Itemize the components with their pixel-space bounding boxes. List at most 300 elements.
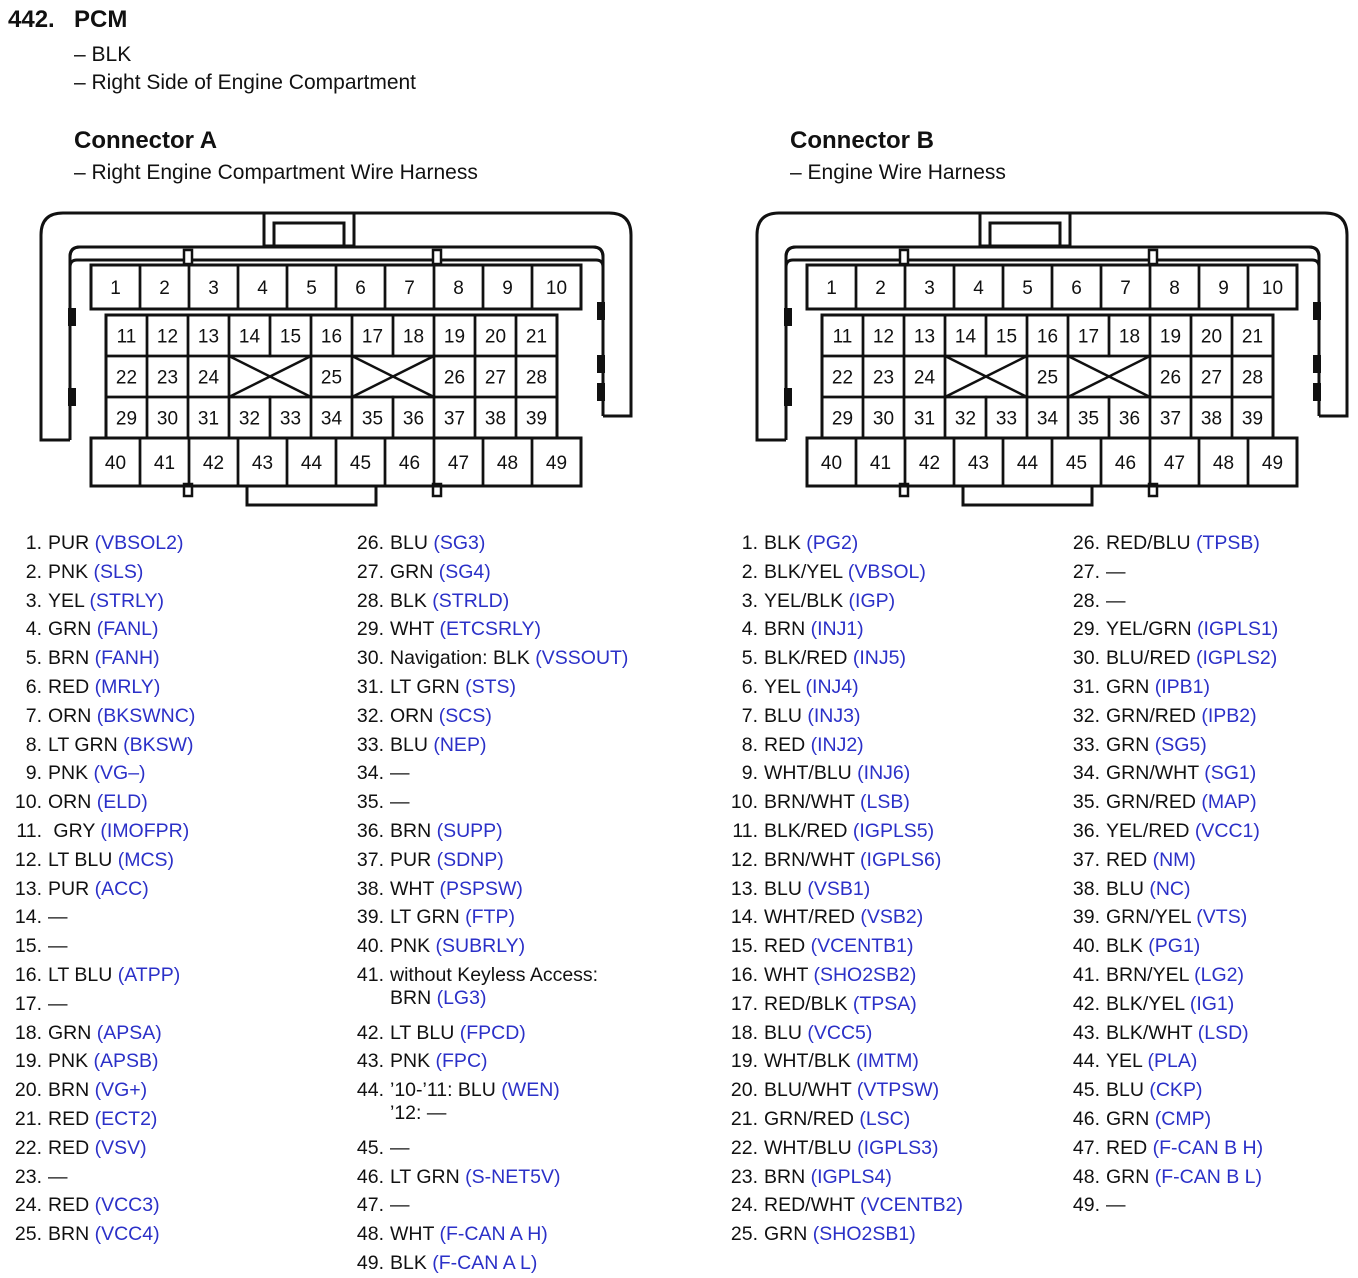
wire-color: GRN/RED [1106,704,1196,727]
wire-color: ’10-’11: BLU [390,1079,496,1102]
signal-name: (SG3) [427,532,486,554]
pin-number-label: 5 [306,278,317,299]
wire-color: ’12: — [390,1101,447,1124]
signal-name: (VTPSW) [851,1079,940,1102]
pin-number-label: 22 [831,367,854,389]
wire-color: WHT [764,963,809,986]
pin-entry [350,673,628,702]
wire-color: BLU [390,733,428,756]
pin-number-label: 24 [197,367,220,389]
wire-color: BRN [48,1079,90,1102]
connector-side-tab [68,388,76,406]
pin-entry [8,846,195,875]
pin-number-label: 42 [918,453,941,474]
wire-color: PNK [48,560,89,583]
wire-color: BRN [390,986,432,1009]
pin-number: 34. [1072,762,1100,785]
pin-entry [8,1047,195,1076]
pin-entry [724,875,963,904]
wire-color: PNK [48,1050,89,1073]
pin-number-label: 15 [279,326,302,348]
pin-number: 1. [741,532,758,554]
signal-name: (SLS) [88,560,144,583]
pin-number: 32. [1072,704,1100,727]
pin-number: 46. [356,1165,384,1188]
pin-number-label: 30 [156,408,179,430]
pin-number: 3. [741,589,758,612]
pin-number-label: 13 [913,326,936,348]
signal-name: (VSSOUT) [529,647,629,670]
signal-name: (F-CAN B H) [1147,1136,1264,1159]
pin-number: 38. [356,877,384,900]
pin-number: 12. [14,848,42,871]
pin-entry [8,615,195,644]
wire-color: — [48,906,68,929]
pin-entry [724,529,963,558]
pin-number-label: 49 [1261,453,1284,474]
pin-number-label: 26 [1159,367,1182,389]
pin-entry [724,731,963,760]
connector-a-pinlist-1-25 [8,529,195,1249]
pin-number-label: 44 [300,453,323,474]
signal-name: (VG–) [88,762,146,785]
signal-name: (IMTM) [850,1050,919,1073]
connector-latch-slot [274,223,344,246]
connector-peg [900,250,908,264]
pin-number: 27. [1072,560,1100,583]
pin-number: 4. [741,618,758,641]
pin-number: 49. [356,1251,384,1274]
pin-number: 37. [1072,848,1100,871]
pin-entry [350,1249,628,1278]
wire-color: RED [48,1194,90,1217]
signal-name: (SHO2SB2) [808,963,917,986]
pin-entry [724,644,963,673]
wire-color: BRN/WHT [764,791,855,814]
pin-number-label: 16 [320,326,343,348]
pin-number-label: 11 [832,326,853,348]
pin-entry [350,529,628,558]
pin-number: 11. [16,819,42,842]
pin-number-label: 12 [872,326,895,348]
pin-number: 31. [356,675,384,698]
pin-number: 37. [356,848,384,871]
pin-entry [1066,529,1278,558]
connector-side-tab [1313,302,1321,320]
pin-number-label: 2 [159,278,170,299]
signal-name: (VCC5) [801,1021,873,1044]
wire-color: GRN [1106,675,1150,698]
signal-name: (VCENTB2) [854,1194,963,1217]
pin-number: 27. [356,560,384,583]
pin-entry [1066,644,1278,673]
pin-entry [350,1163,628,1192]
pin-entry [8,1191,195,1220]
wire-color: WHT [390,618,435,641]
wire-color: WHT [390,877,435,900]
signal-name: (VSB2) [855,906,924,929]
pin-entry [350,1220,628,1249]
pin-number: 6. [741,675,758,698]
pin-number: 13. [730,877,758,900]
pin-entry [350,961,628,1019]
pin-entry [1066,702,1278,731]
signal-name: (PSPSW) [434,877,523,900]
pin-entry [1066,1019,1278,1048]
signal-name: (SDNP) [431,848,504,871]
pin-number: 11. [732,819,758,842]
signal-name: (APSB) [88,1050,159,1073]
pin-number: 6. [25,675,42,698]
pin-entry [724,961,963,990]
pin-entry [1066,759,1278,788]
pin-number: 35. [1072,791,1100,814]
signal-name: (VCC4) [89,1223,160,1246]
pin-entry [724,1134,963,1163]
pin-number-label: 7 [1120,278,1131,299]
signal-name: (LG2) [1188,963,1244,986]
pin-number-label: 14 [238,326,261,348]
wire-color: LT BLU [390,1021,455,1044]
signal-name: (SHO2SB1) [807,1223,916,1246]
connector-latch-slot [990,223,1060,246]
pin-entry [350,1076,628,1134]
pin-number-label: 13 [197,326,220,348]
wire-color: RED [764,733,806,756]
pin-entry [724,615,963,644]
connector-peg [433,250,441,264]
pin-number: 17. [14,992,42,1015]
pin-number: 26. [356,532,384,554]
wire-color: BLU [1106,1079,1144,1102]
pin-entry [350,615,628,644]
pin-number-label: 11 [116,326,137,348]
pin-entry [8,1105,195,1134]
pin-number: 44. [1072,1050,1100,1073]
signal-name: (NM) [1147,848,1196,871]
pin-number-label: 10 [1261,278,1284,299]
pin-number: 49. [1072,1194,1100,1217]
signal-name: (SCS) [433,704,492,727]
pin-entry [8,529,195,558]
pin-number-label: 48 [496,453,519,474]
pin-number-label: 8 [1169,278,1180,299]
signal-name: (STRLD) [426,589,510,612]
pin-entry [1066,558,1278,587]
wire-color: RED/WHT [764,1194,855,1217]
signal-name: (SG1) [1198,762,1257,785]
connector-b-pinlist-26-49 [1066,529,1278,1220]
signal-name: (IGPLS1) [1191,618,1279,641]
pin-number: 42. [1072,992,1100,1015]
wire-color: LT GRN [390,1165,460,1188]
pin-entry [724,1047,963,1076]
wire-color: without Keyless Access: [390,963,599,986]
connector-b-subtitle: – Engine Wire Harness [790,161,1006,184]
pin-number-label: 36 [1118,408,1141,430]
signal-name: (CKP) [1143,1079,1203,1102]
pin-number-label: 40 [104,453,127,474]
wire-color: YEL [48,589,85,612]
pin-entry [350,788,628,817]
pin-entry [350,846,628,875]
pin-number: 2. [25,560,42,583]
pin-number: 14. [14,906,42,929]
pin-entry [1066,903,1278,932]
signal-name: (ETCSRLY) [434,618,541,641]
pin-number-label: 17 [1077,326,1100,348]
pin-number-label: 12 [156,326,179,348]
signal-name: (PG2) [800,532,859,554]
signal-name: (IGP) [843,589,896,612]
pin-number: 16. [14,963,42,986]
pin-number: 46. [1072,1107,1100,1130]
pin-number: 38. [1072,877,1100,900]
pin-number-label: 15 [995,326,1018,348]
pin-number-label: 20 [1200,326,1223,348]
connector-b-title: Connector B [790,127,934,154]
pin-number: 43. [356,1050,384,1073]
connector-latch-tab [264,213,354,246]
wire-color: — [48,992,68,1015]
wire-color: GRN/RED [1106,791,1196,814]
pin-number: 40. [356,935,384,958]
signal-name: (CMP) [1149,1107,1212,1130]
signal-name: (S-NET5V) [459,1165,561,1188]
signal-name: (INJ4) [800,675,859,698]
signal-name: (STRLY) [84,589,164,612]
connector-side-tab [597,383,605,401]
pin-number: 20. [14,1079,42,1102]
signal-name: (FPCD) [454,1021,526,1044]
pin-number: 33. [356,733,384,756]
pin-number: 47. [356,1194,384,1217]
pin-entry [8,731,195,760]
pin-number: 39. [1072,906,1100,929]
pin-entry [1066,875,1278,904]
pin-entry [8,702,195,731]
pin-number-label: 28 [525,367,548,389]
signal-name: (LSB) [854,791,910,814]
wire-color: PNK [390,935,431,958]
pin-entry [350,903,628,932]
signal-name: (INJ2) [805,733,864,756]
pin-number: 15. [14,935,42,958]
pin-number: 20. [730,1079,758,1102]
pin-number-label: 30 [872,408,895,430]
pin-entry [8,673,195,702]
signal-name: (IPB2) [1195,704,1257,727]
pin-entry [350,817,628,846]
pin-number: 9. [741,762,758,785]
pin-number: 43. [1072,1021,1100,1044]
wire-color: BLK/WHT [1106,1021,1193,1044]
pin-number: 23. [14,1165,42,1188]
pin-entry [350,644,628,673]
pin-entry [350,932,628,961]
pin-number-label: 49 [545,453,568,474]
wire-color: BLU/WHT [764,1079,852,1102]
pin-number: 10. [14,791,42,814]
wire-color: GRN [48,1021,92,1044]
signal-name: (FPC) [430,1050,488,1073]
pin-entry [724,1105,963,1134]
pin-entry [724,1163,963,1192]
wire-color: — [390,791,410,814]
signal-name: (FANH) [89,647,160,670]
signal-name: (VBSOL2) [89,532,184,554]
pin-number: 13. [14,877,42,900]
wire-color: LT BLU [48,963,113,986]
pin-number-label: 45 [349,453,372,474]
wire-color: WHT/BLK [764,1050,851,1073]
signal-name: (INJ1) [805,618,864,641]
signal-name: (ECT2) [89,1107,158,1130]
pin-number-label: 33 [279,408,302,430]
connector-side-tab [597,302,605,320]
pin-number: 25. [730,1223,758,1246]
pin-number-label: 29 [831,408,854,430]
pin-number-label: 7 [404,278,415,299]
signal-name: (NEP) [427,733,487,756]
pin-number-label: 47 [447,453,470,474]
connector-peg [184,250,192,264]
wire-color: RED [48,1136,90,1159]
pin-number-label: 5 [1022,278,1033,299]
pin-number-label: 23 [156,367,179,389]
pin-number-label: 35 [361,408,384,430]
wire-color: RED/BLK [764,992,848,1015]
wire-color: LT GRN [390,675,460,698]
wire-color: RED [48,1107,90,1130]
pin-number: 19. [730,1050,758,1073]
pin-entry [724,702,963,731]
wire-color: RED [1106,848,1148,871]
pin-entry [724,903,963,932]
pin-number: 26. [1072,532,1100,554]
signal-name: (NC) [1143,877,1191,900]
signal-name: (ELD) [91,791,148,814]
pin-number: 23. [730,1165,758,1188]
wire-color: BLK/RED [764,647,848,670]
pin-number: 36. [1072,819,1100,842]
signal-name: (IGPLS2) [1190,647,1278,670]
wire-color: LT BLU [48,848,113,871]
wire-color: BLK [390,1251,427,1274]
pin-entry [1066,788,1278,817]
pin-entry [724,932,963,961]
pin-number: 42. [356,1021,384,1044]
pin-number-label: 37 [443,408,466,430]
pin-entry [724,759,963,788]
pin-number-label: 21 [525,326,548,348]
pin-number: 45. [1072,1079,1100,1102]
pin-number: 48. [1072,1165,1100,1188]
pin-number-label: 2 [875,278,886,299]
pin-number: 7. [741,704,758,727]
pin-entry [8,990,195,1019]
signal-name: (VSV) [89,1136,147,1159]
signal-name: (F-CAN A L) [426,1251,538,1274]
pin-number: 39. [356,906,384,929]
wire-color: RED [48,675,90,698]
pin-number-label: 36 [402,408,425,430]
wire-color: BLU [764,704,802,727]
wire-color: BRN/YEL [1106,963,1189,986]
wire-color: GRN [1106,1165,1150,1188]
pin-number: 29. [356,618,384,641]
pin-entry [1066,1163,1278,1192]
wire-color: — [390,762,410,785]
wire-color: PUR [48,877,90,900]
wire-color: — [1106,560,1126,583]
signal-name: (BKSW) [117,733,194,756]
pin-number-label: 46 [398,453,421,474]
pin-entry [350,731,628,760]
signal-name: (VTS) [1190,906,1248,929]
pin-number-label: 8 [453,278,464,299]
pin-number-label: 4 [973,278,984,299]
pin-entry [8,759,195,788]
connector-a-face [36,205,641,510]
pin-number-label: 34 [1036,408,1059,430]
pin-number: 8. [25,733,42,756]
pin-number: 9. [25,762,42,785]
pin-number-label: 32 [954,408,977,430]
pin-number: 48. [356,1223,384,1246]
pin-number-label: 3 [924,278,935,299]
pin-number: 47. [1072,1136,1100,1159]
connector-side-tab [597,355,605,373]
pin-entry [724,990,963,1019]
signal-name: (IMOFPR) [94,819,190,842]
pin-number-label: 39 [525,408,548,430]
wire-color: ORN [48,791,92,814]
signal-name: (IPB1) [1149,675,1211,698]
pin-number-label: 9 [1218,278,1229,299]
pin-number: 44. [356,1079,384,1102]
wire-color: PNK [48,762,89,785]
pin-number-label: 10 [545,278,568,299]
pin-number: 14. [730,906,758,929]
pin-number-label: 43 [251,453,274,474]
pin-number-label: 31 [913,408,936,430]
wire-color: GRN [1106,733,1150,756]
pin-number-label: 35 [1077,408,1100,430]
pin-entry [724,558,963,587]
pin-number: 16. [730,963,758,986]
wire-color: RED [1106,1136,1148,1159]
pin-entry-second-line [390,1101,628,1125]
wire-color: GRN [390,560,434,583]
connector-side-tab [68,308,76,326]
signal-name: (FANL) [91,618,159,641]
wire-color: PNK [390,1050,431,1073]
wire-color: BLU [1106,877,1144,900]
pin-number: 18. [730,1021,758,1044]
signal-name: (MRLY) [89,675,161,698]
pin-number-label: 28 [1241,367,1264,389]
wire-color: BLK [764,532,801,554]
wire-color: LT GRN [390,906,460,929]
wire-color: GRN [48,618,92,641]
signal-name: (PG1) [1142,935,1201,958]
connector-side-tab [784,388,792,406]
wire-color: BLK [390,589,427,612]
pin-number: 3. [25,589,42,612]
pin-number-label: 42 [202,453,225,474]
connector-side-tab [784,308,792,326]
